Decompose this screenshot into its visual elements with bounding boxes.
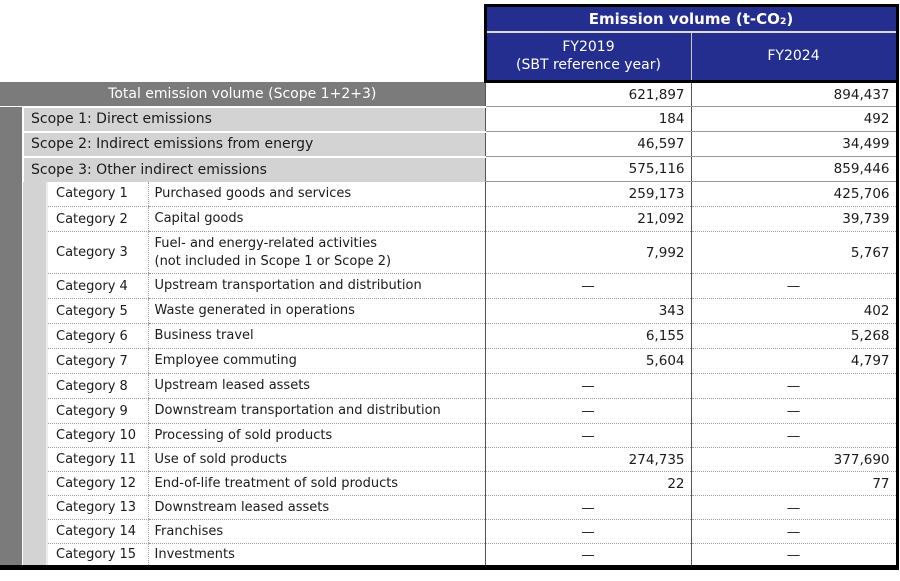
category-row (0, 544, 897, 568)
col-header-fy2019 (485, 32, 691, 82)
category-number-cell: Category 10 (47, 424, 148, 448)
fy2019-value-cell: 22 (485, 472, 691, 496)
category-row (0, 207, 897, 232)
scope3-row (0, 157, 897, 182)
category-number-cell: Category 12 (47, 472, 148, 496)
category-row (0, 324, 897, 349)
total-label-cell: Total emission volume (Scope 1+2+3) (0, 82, 485, 107)
fy2024-value-cell: 894,437 (691, 82, 897, 107)
category-number-cell: Category 7 (47, 349, 148, 374)
fy2019-value-cell: — (485, 374, 691, 399)
fy2024-value-cell: 377,690 (691, 448, 897, 472)
blank-corner (0, 32, 485, 82)
category-row (0, 399, 897, 424)
scope2-row (0, 132, 897, 157)
fy2024-value-cell: — (691, 520, 897, 544)
category-desc-cell: Franchises (148, 520, 485, 544)
fy2024-value-cell: 34,499 (691, 132, 897, 157)
fy2019-value-cell: 575,116 (485, 157, 691, 182)
category-desc-cell: Capital goods (148, 207, 485, 232)
fy2019-value-cell: — (485, 520, 691, 544)
fy2019-value-cell: 343 (485, 299, 691, 324)
category-number-cell: Category 5 (47, 299, 148, 324)
fy2019-value-cell: 5,604 (485, 349, 691, 374)
fy2024-value-cell: — (691, 399, 897, 424)
category-row (0, 520, 897, 544)
fy2019-value-cell: 259,173 (485, 182, 691, 207)
dark-gutter-band (0, 107, 23, 568)
category-row (0, 299, 897, 324)
category-number-cell: Category 11 (47, 448, 148, 472)
category-desc-cell: Business travel (148, 324, 485, 349)
fy2024-value-cell: 859,446 (691, 157, 897, 182)
category-desc-cell: Downstream transportation and distribution (148, 399, 485, 424)
fy2024-value-cell: — (691, 374, 897, 399)
col-header-fy2019-line2: (SBT reference year) (516, 57, 661, 74)
category-row (0, 448, 897, 472)
category-row (0, 496, 897, 520)
fy2024-value-cell: 77 (691, 472, 897, 496)
category-desc-line1: Fuel- and energy-related activities (154, 235, 378, 251)
fy2024-value-cell: 492 (691, 107, 897, 132)
category-desc-cell (148, 232, 485, 274)
fy2019-value-cell: 621,897 (485, 82, 691, 107)
category-row (0, 182, 897, 207)
category-number-cell: Category 15 (47, 544, 148, 568)
category-number-cell: Category 13 (47, 496, 148, 520)
fy2019-value-cell: — (485, 274, 691, 299)
category-number-cell: Category 14 (47, 520, 148, 544)
category-row (0, 472, 897, 496)
fy2024-value-cell: — (691, 424, 897, 448)
scope1-row (0, 107, 897, 132)
fy2019-value-cell: 6,155 (485, 324, 691, 349)
category-number-cell: Category 8 (47, 374, 148, 399)
fy2024-value-cell: — (691, 274, 897, 299)
category-desc-line2: (not included in Scope 1 or Scope 2) (154, 253, 392, 269)
fy2024-value-cell: 5,268 (691, 324, 897, 349)
light-gutter-band (23, 182, 47, 568)
category-row (0, 349, 897, 374)
header-title: Emission volume (t-CO₂) (485, 6, 897, 32)
category-desc-cell: Investments (148, 544, 485, 568)
fy2024-value-cell: 425,706 (691, 182, 897, 207)
category-number-cell: Category 2 (47, 207, 148, 232)
category-desc-cell: Processing of sold products (148, 424, 485, 448)
total-row (0, 82, 897, 107)
category-desc-cell: Upstream leased assets (148, 374, 485, 399)
fy2019-value-cell: 46,597 (485, 132, 691, 157)
category-desc-cell: End-of-life treatment of sold products (148, 472, 485, 496)
category-row (0, 274, 897, 299)
col-header-fy2019-line1: FY2019 (562, 39, 615, 56)
category-number-cell: Category 6 (47, 324, 148, 349)
category-row (0, 424, 897, 448)
scope-label-cell: Scope 3: Other indirect emissions (23, 157, 485, 182)
category-row (0, 232, 897, 274)
fy2019-value-cell: — (485, 496, 691, 520)
fy2019-value-cell: — (485, 424, 691, 448)
category-number-cell: Category 4 (47, 274, 148, 299)
fy2024-value-cell: 402 (691, 299, 897, 324)
category-desc-cell: Downstream leased assets (148, 496, 485, 520)
table-header-title-row (0, 6, 897, 32)
fy2024-value-cell: 5,767 (691, 232, 897, 274)
scope-label-cell: Scope 1: Direct emissions (23, 107, 485, 132)
fy2019-value-cell: — (485, 544, 691, 568)
emission-table (0, 4, 899, 570)
fy2024-value-cell: — (691, 496, 897, 520)
category-desc-cell: Waste generated in operations (148, 299, 485, 324)
fy2019-value-cell: 274,735 (485, 448, 691, 472)
category-desc-cell: Upstream transportation and distribution (148, 274, 485, 299)
fy2019-value-cell: 21,092 (485, 207, 691, 232)
blank-corner (0, 6, 485, 32)
fy2019-value-cell: 7,992 (485, 232, 691, 274)
category-desc-cell: Employee commuting (148, 349, 485, 374)
category-desc-cell: Use of sold products (148, 448, 485, 472)
fy2019-value-cell: — (485, 399, 691, 424)
fy2024-value-cell: — (691, 544, 897, 568)
fy2024-value-cell: 4,797 (691, 349, 897, 374)
category-number-cell: Category 1 (47, 182, 148, 207)
category-number-cell: Category 9 (47, 399, 148, 424)
table-header-columns-row (0, 32, 897, 82)
fy2019-value-cell: 184 (485, 107, 691, 132)
category-number-cell: Category 3 (47, 232, 148, 274)
category-row (0, 374, 897, 399)
category-desc-cell: Purchased goods and services (148, 182, 485, 207)
scope-label-cell: Scope 2: Indirect emissions from energy (23, 132, 485, 157)
fy2024-value-cell: 39,739 (691, 207, 897, 232)
col-header-fy2024: FY2024 (691, 32, 897, 82)
